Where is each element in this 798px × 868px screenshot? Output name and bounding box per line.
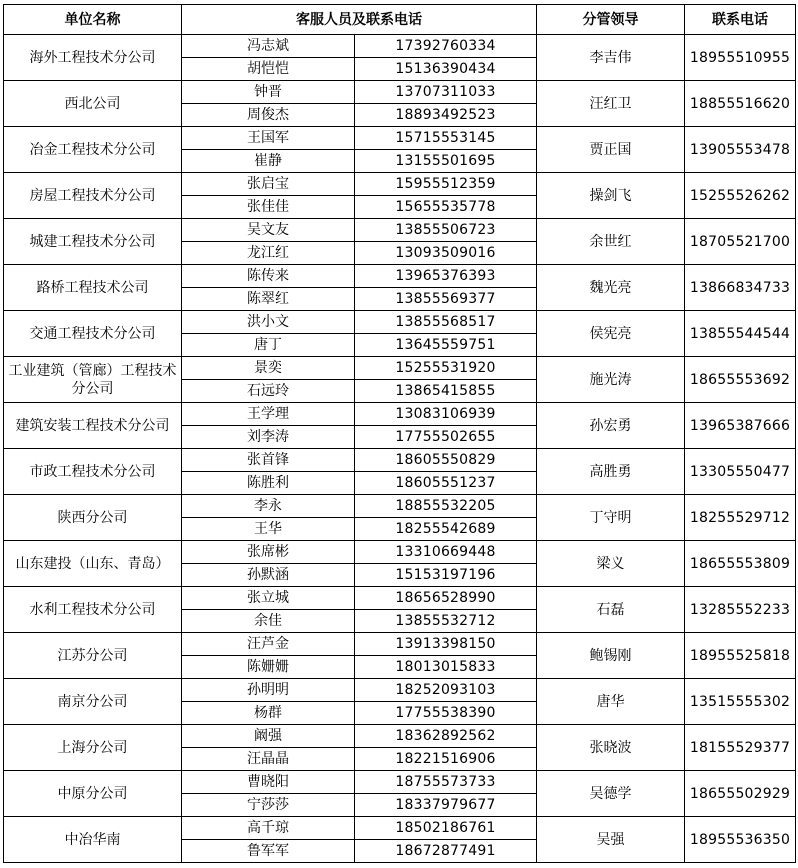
unit-name: 城建工程技术分公司 bbox=[4, 219, 182, 265]
leader-name: 唐华 bbox=[537, 679, 685, 725]
leader-phone: 18705521700 bbox=[685, 219, 796, 265]
leader-phone: 18855516620 bbox=[685, 81, 796, 127]
unit-name: 交通工程技术分公司 bbox=[4, 311, 182, 357]
staff-phone: 17392760334 bbox=[355, 35, 537, 58]
staff-phone: 18502186761 bbox=[355, 817, 537, 840]
table-row bbox=[4, 449, 796, 472]
staff-phone: 17755538390 bbox=[355, 702, 537, 725]
staff-name: 龙江红 bbox=[182, 242, 355, 265]
staff-phone: 13155501695 bbox=[355, 150, 537, 173]
staff-name: 张佳佳 bbox=[182, 196, 355, 219]
staff-phone: 18672877491 bbox=[355, 840, 537, 863]
leader-name: 梁义 bbox=[537, 541, 685, 587]
leader-phone: 13855544544 bbox=[685, 311, 796, 357]
unit-name: 工业建筑（管廊）工程技术分公司 bbox=[4, 357, 182, 403]
table-row bbox=[4, 679, 796, 702]
staff-phone: 15136390434 bbox=[355, 58, 537, 81]
leader-name: 余世红 bbox=[537, 219, 685, 265]
unit-name: 江苏分公司 bbox=[4, 633, 182, 679]
staff-phone: 18337979677 bbox=[355, 794, 537, 817]
staff-name: 刘李涛 bbox=[182, 426, 355, 449]
header-unit: 单位名称 bbox=[4, 5, 182, 35]
leader-name: 张晓波 bbox=[537, 725, 685, 771]
staff-name: 张启宝 bbox=[182, 173, 355, 196]
staff-phone: 13707311033 bbox=[355, 81, 537, 104]
leader-name: 吴德学 bbox=[537, 771, 685, 817]
staff-name: 胡恺恺 bbox=[182, 58, 355, 81]
table-row bbox=[4, 633, 796, 656]
table-row bbox=[4, 725, 796, 748]
staff-name: 余佳 bbox=[182, 610, 355, 633]
staff-phone: 13855532712 bbox=[355, 610, 537, 633]
staff-phone: 13855569377 bbox=[355, 288, 537, 311]
unit-name: 中原分公司 bbox=[4, 771, 182, 817]
staff-phone: 15715553145 bbox=[355, 127, 537, 150]
unit-name: 上海分公司 bbox=[4, 725, 182, 771]
leader-phone: 18655553809 bbox=[685, 541, 796, 587]
leader-phone: 18955510955 bbox=[685, 35, 796, 81]
staff-name: 钟晋 bbox=[182, 81, 355, 104]
staff-name: 冯志斌 bbox=[182, 35, 355, 58]
staff-phone: 18605550829 bbox=[355, 449, 537, 472]
staff-phone: 13083106939 bbox=[355, 403, 537, 426]
table-row bbox=[4, 541, 796, 564]
unit-name: 房屋工程技术分公司 bbox=[4, 173, 182, 219]
table-row bbox=[4, 35, 796, 58]
staff-name: 王学理 bbox=[182, 403, 355, 426]
staff-name: 张立城 bbox=[182, 587, 355, 610]
staff-phone: 13913398150 bbox=[355, 633, 537, 656]
table-body bbox=[4, 35, 796, 863]
leader-phone: 13305550477 bbox=[685, 449, 796, 495]
leader-phone: 13965387666 bbox=[685, 403, 796, 449]
leader-name: 操剑飞 bbox=[537, 173, 685, 219]
staff-phone: 13645559751 bbox=[355, 334, 537, 357]
unit-name: 路桥工程技术公司 bbox=[4, 265, 182, 311]
table-row bbox=[4, 771, 796, 794]
leader-name: 鲍锡刚 bbox=[537, 633, 685, 679]
table-row bbox=[4, 265, 796, 288]
staff-phone: 15255531920 bbox=[355, 357, 537, 380]
header-phone: 联系电话 bbox=[685, 5, 796, 35]
contact-table bbox=[3, 4, 796, 863]
staff-name: 石远玲 bbox=[182, 380, 355, 403]
unit-name: 市政工程技术分公司 bbox=[4, 449, 182, 495]
staff-phone: 15955512359 bbox=[355, 173, 537, 196]
table-row bbox=[4, 587, 796, 610]
staff-phone: 18252093103 bbox=[355, 679, 537, 702]
staff-phone: 18362892562 bbox=[355, 725, 537, 748]
leader-name: 李吉伟 bbox=[537, 35, 685, 81]
leader-phone: 18155529377 bbox=[685, 725, 796, 771]
staff-name: 杨群 bbox=[182, 702, 355, 725]
staff-name: 唐丁 bbox=[182, 334, 355, 357]
staff-phone: 18855532205 bbox=[355, 495, 537, 518]
staff-name: 景奕 bbox=[182, 357, 355, 380]
leader-name: 侯宪亮 bbox=[537, 311, 685, 357]
staff-phone: 13855506723 bbox=[355, 219, 537, 242]
staff-name: 张首锋 bbox=[182, 449, 355, 472]
staff-phone: 18605551237 bbox=[355, 472, 537, 495]
unit-name: 建筑安装工程技术分公司 bbox=[4, 403, 182, 449]
table-row bbox=[4, 81, 796, 104]
header-row bbox=[4, 5, 796, 35]
leader-phone: 18955536350 bbox=[685, 817, 796, 863]
staff-name: 陈姗姗 bbox=[182, 656, 355, 679]
leader-name: 石磊 bbox=[537, 587, 685, 633]
staff-name: 周俊杰 bbox=[182, 104, 355, 127]
staff-name: 高千琼 bbox=[182, 817, 355, 840]
staff-phone: 15153197196 bbox=[355, 564, 537, 587]
staff-phone: 18755573733 bbox=[355, 771, 537, 794]
staff-name: 李永 bbox=[182, 495, 355, 518]
staff-phone: 18656528990 bbox=[355, 587, 537, 610]
staff-phone: 13855568517 bbox=[355, 311, 537, 334]
table-row bbox=[4, 127, 796, 150]
staff-name: 汪晶晶 bbox=[182, 748, 355, 771]
leader-name: 高胜勇 bbox=[537, 449, 685, 495]
leader-name: 汪红卫 bbox=[537, 81, 685, 127]
leader-phone: 15255526262 bbox=[685, 173, 796, 219]
staff-phone: 13093509016 bbox=[355, 242, 537, 265]
table-row bbox=[4, 817, 796, 840]
unit-name: 南京分公司 bbox=[4, 679, 182, 725]
staff-name: 阚强 bbox=[182, 725, 355, 748]
staff-name: 宁莎莎 bbox=[182, 794, 355, 817]
unit-name: 西北公司 bbox=[4, 81, 182, 127]
staff-name: 孙默涵 bbox=[182, 564, 355, 587]
leader-phone: 18655553692 bbox=[685, 357, 796, 403]
leader-name: 贾正国 bbox=[537, 127, 685, 173]
staff-phone: 13965376393 bbox=[355, 265, 537, 288]
header-leader: 分管领导 bbox=[537, 5, 685, 35]
staff-name: 陈传来 bbox=[182, 265, 355, 288]
staff-name: 孙明明 bbox=[182, 679, 355, 702]
staff-name: 汪芦金 bbox=[182, 633, 355, 656]
leader-name: 丁守明 bbox=[537, 495, 685, 541]
staff-name: 崔静 bbox=[182, 150, 355, 173]
table-row bbox=[4, 357, 796, 380]
staff-phone: 15655535778 bbox=[355, 196, 537, 219]
unit-name: 陕西分公司 bbox=[4, 495, 182, 541]
staff-name: 鲁军军 bbox=[182, 840, 355, 863]
leader-phone: 13905553478 bbox=[685, 127, 796, 173]
staff-name: 王国军 bbox=[182, 127, 355, 150]
unit-name: 水利工程技术分公司 bbox=[4, 587, 182, 633]
unit-name: 山东建投（山东、青岛） bbox=[4, 541, 182, 587]
leader-phone: 18955525818 bbox=[685, 633, 796, 679]
staff-phone: 18221516906 bbox=[355, 748, 537, 771]
leader-name: 吴强 bbox=[537, 817, 685, 863]
leader-phone: 13515555302 bbox=[685, 679, 796, 725]
table-row bbox=[4, 403, 796, 426]
leader-phone: 18655502929 bbox=[685, 771, 796, 817]
table-row bbox=[4, 495, 796, 518]
staff-name: 洪小文 bbox=[182, 311, 355, 334]
staff-phone: 13865415855 bbox=[355, 380, 537, 403]
staff-phone: 13310669448 bbox=[355, 541, 537, 564]
header-staff: 客服人员及联系电话 bbox=[182, 5, 537, 35]
staff-phone: 17755502655 bbox=[355, 426, 537, 449]
unit-name: 海外工程技术分公司 bbox=[4, 35, 182, 81]
staff-name: 吴文友 bbox=[182, 219, 355, 242]
staff-name: 张席彬 bbox=[182, 541, 355, 564]
staff-name: 陈翠红 bbox=[182, 288, 355, 311]
staff-name: 曹晓阳 bbox=[182, 771, 355, 794]
staff-phone: 18255542689 bbox=[355, 518, 537, 541]
staff-name: 王华 bbox=[182, 518, 355, 541]
leader-name: 孙宏勇 bbox=[537, 403, 685, 449]
leader-phone: 13285552233 bbox=[685, 587, 796, 633]
staff-phone: 18893492523 bbox=[355, 104, 537, 127]
table-row bbox=[4, 219, 796, 242]
leader-name: 施光涛 bbox=[537, 357, 685, 403]
table-row bbox=[4, 173, 796, 196]
unit-name: 冶金工程技术分公司 bbox=[4, 127, 182, 173]
table-row bbox=[4, 311, 796, 334]
staff-name: 陈胜利 bbox=[182, 472, 355, 495]
leader-phone: 13866834733 bbox=[685, 265, 796, 311]
staff-phone: 18013015833 bbox=[355, 656, 537, 679]
leader-phone: 18255529712 bbox=[685, 495, 796, 541]
unit-name: 中冶华南 bbox=[4, 817, 182, 863]
leader-name: 魏光亮 bbox=[537, 265, 685, 311]
